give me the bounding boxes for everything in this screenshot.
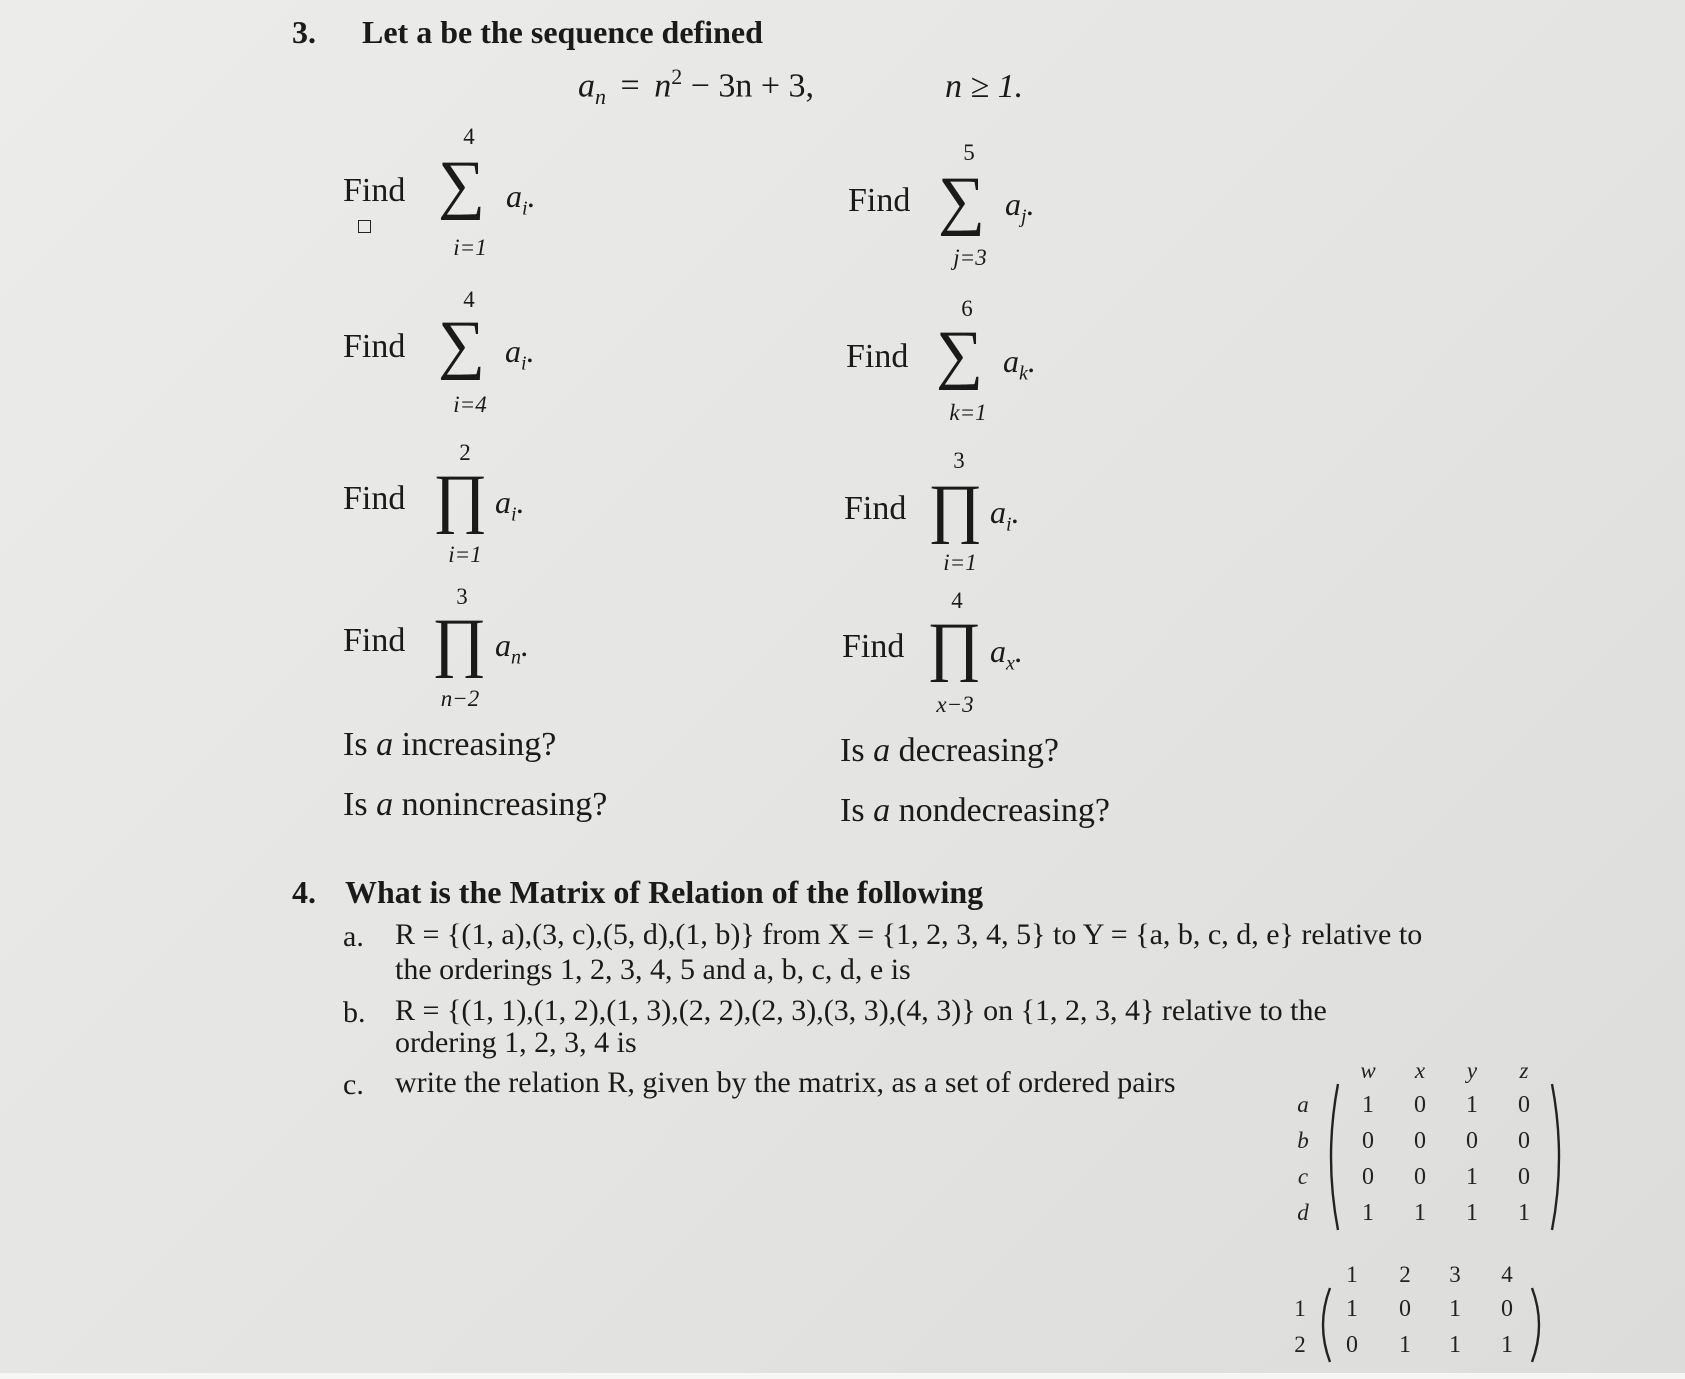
matrix-cell: 0 [1362, 1128, 1374, 1154]
find-label: Find [343, 480, 406, 517]
term-sub: i [521, 352, 527, 375]
matrix-cell: 1 [1518, 1200, 1530, 1226]
q-is: Is [343, 726, 368, 763]
matrix-cell: 0 [1518, 1092, 1530, 1118]
matrix-left-paren [1323, 1288, 1330, 1362]
prod-upper: 3 [953, 448, 965, 473]
matrix-cell: 1 [1449, 1332, 1461, 1358]
matrix-col-label: y [1466, 1058, 1478, 1083]
matrix-cell: 0 [1518, 1128, 1530, 1154]
prod-symbol: ∏ [928, 472, 983, 545]
q-a: a [873, 792, 891, 829]
q-word: nondecreasing? [898, 792, 1111, 829]
formula-exp: 2 [671, 64, 683, 89]
find-label: Find [343, 172, 406, 209]
find-label: Find [846, 338, 909, 375]
find-label: Find [848, 182, 911, 219]
term-sub: i [522, 197, 528, 220]
sum-symbol: ∑ [936, 318, 984, 391]
term-var: a [1005, 186, 1021, 222]
term-tail: . [526, 333, 535, 369]
q3-number: 3. [292, 14, 316, 50]
q4c-line1: write the relation R, given by the matrix, as a set of ordered pairs [395, 1066, 1176, 1099]
q-a: a [873, 732, 891, 769]
term-tail: . [521, 627, 529, 663]
matrix-col-label: 1 [1346, 1262, 1358, 1287]
prod-lower: i=1 [448, 542, 482, 567]
formula-rest: − 3n + 3, [690, 67, 815, 105]
q-is: Is [343, 786, 368, 823]
term-tail: . [1027, 343, 1036, 379]
matrix-left-paren [1331, 1084, 1338, 1230]
term-tail: . [1026, 186, 1035, 222]
q4a-line2: the orderings 1, 2, 3, 4, 5 and a, b, c, d, e is [395, 953, 911, 986]
matrix-cell: 1 [1362, 1092, 1374, 1118]
prod-upper: 3 [456, 584, 468, 609]
matrix-cell: 1 [1346, 1296, 1358, 1322]
matrix-row-label: d [1297, 1200, 1309, 1225]
matrix-row-label: 2 [1294, 1332, 1306, 1357]
matrix-cell: 0 [1399, 1296, 1411, 1322]
sum-symbol: ∑ [438, 148, 486, 221]
term-var: a [990, 633, 1006, 669]
matrix-cell: 0 [1346, 1332, 1358, 1358]
sum-lower: i=4 [453, 392, 487, 417]
matrix-cell: 1 [1362, 1200, 1374, 1226]
term-var: a [495, 627, 511, 663]
term-var: a [506, 178, 522, 214]
q-word: nonincreasing? [401, 786, 608, 823]
sum-lower: j=3 [953, 245, 987, 270]
find-label: Find [343, 328, 406, 365]
matrix-cell: 1 [1466, 1092, 1478, 1118]
matrix-row-label: c [1297, 1164, 1309, 1189]
term-sub: i [1006, 513, 1012, 536]
q-a: a [376, 726, 394, 763]
prod-lower: x−3 [936, 692, 974, 717]
sum-lower: k=1 [949, 400, 987, 425]
term-sub: i [511, 503, 517, 526]
prod-lower: i=1 [943, 550, 977, 575]
matrix-col-label: 3 [1449, 1262, 1461, 1287]
prod-lower: n−2 [440, 686, 480, 711]
term-var: a [505, 333, 521, 369]
page-edge [0, 1373, 1685, 1379]
term-tail: . [527, 178, 536, 214]
matrix-cell: 1 [1501, 1332, 1513, 1358]
matrix-col-label: x [1414, 1058, 1426, 1083]
term-tail: . [516, 484, 525, 520]
matrix-cell: 0 [1414, 1164, 1426, 1190]
matrix-cell: 0 [1501, 1296, 1513, 1322]
matrix-cell: 0 [1362, 1164, 1374, 1190]
matrix-cell: 0 [1518, 1164, 1530, 1190]
q4b-label: b. [343, 996, 366, 1029]
term-var: a [495, 484, 511, 520]
term-sub: k [1019, 362, 1028, 385]
matrix-1 [1297, 1058, 1559, 1230]
q-word: decreasing? [898, 732, 1060, 769]
term-sub: j [1021, 205, 1027, 228]
q4a-label: a. [343, 920, 364, 953]
matrix-col-label: w [1360, 1058, 1376, 1083]
matrix-cell: 0 [1466, 1128, 1478, 1154]
q-is: Is [840, 732, 865, 769]
q4a-line1: R = {(1, a),(3, c),(5, d),(1, b)} from X = {1, 2, 3, 4, 5} to Y = {a, b, c, d, e} relative to [395, 918, 1423, 951]
matrix-right-paren [1552, 1084, 1559, 1230]
q4b-line1: R = {(1, 1),(1, 2),(1, 3),(2, 2),(2, 3),(3, 3),(4, 3)} on {1, 2, 3, 4} relative to the [395, 994, 1327, 1027]
matrix-cell: 0 [1414, 1092, 1426, 1118]
q4c-label: c. [343, 1068, 364, 1101]
q4-number: 4. [292, 874, 316, 910]
prod-symbol: ∏ [433, 462, 488, 535]
q-a: a [376, 786, 394, 823]
prod-upper: 4 [951, 588, 963, 613]
find-label: Find [844, 490, 907, 527]
matrix-right-paren [1532, 1288, 1539, 1362]
matrix-col-label: 2 [1399, 1262, 1411, 1287]
matrix-cell: 1 [1449, 1296, 1461, 1322]
matrix-2 [1294, 1262, 1539, 1362]
formula-lhs-sub: n [595, 84, 606, 110]
matrix-col-label: 4 [1501, 1262, 1513, 1287]
sum-symbol: ∑ [438, 308, 486, 381]
matrix-row-label: a [1297, 1092, 1309, 1117]
term-sub: n [511, 646, 521, 669]
term-tail: . [1014, 633, 1023, 669]
sum-upper: 4 [463, 124, 475, 149]
formula-lhs: a [578, 67, 595, 105]
prod-symbol: ∏ [927, 610, 982, 683]
matrix-cell: 0 [1414, 1128, 1426, 1154]
find-label: Find [842, 628, 905, 665]
sum-upper: 5 [963, 140, 975, 165]
term-var: a [1003, 343, 1019, 379]
sum-upper: 6 [961, 296, 973, 321]
formula-condition: n ≥ 1. [945, 68, 1024, 105]
formula-eq: = [620, 67, 640, 105]
matrix-row-label: 1 [1294, 1296, 1306, 1321]
matrix-col-label: z [1519, 1058, 1529, 1083]
term-var: a [990, 494, 1006, 530]
formula-n: n [654, 67, 672, 105]
matrix-cell: 1 [1466, 1200, 1478, 1226]
matrix-cell: 1 [1466, 1164, 1478, 1190]
prod-upper: 2 [459, 440, 471, 465]
q4-title: What is the Matrix of Relation of the following [345, 874, 984, 910]
find-label: Find [343, 622, 406, 659]
term-tail: . [1011, 494, 1020, 530]
q3-title: Let a be the sequence defined [362, 14, 763, 50]
q-is: Is [840, 792, 865, 829]
matrix-cell: 1 [1414, 1200, 1426, 1226]
q4b-line2: ordering 1, 2, 3, 4 is [395, 1026, 637, 1059]
prod-symbol: ∏ [432, 606, 487, 679]
matrix-cell: 1 [1399, 1332, 1411, 1358]
sum-symbol: ∑ [938, 164, 986, 237]
q-word: increasing? [401, 726, 557, 763]
sum-lower: i=1 [453, 235, 487, 260]
term-sub: x [1006, 652, 1015, 675]
matrix-row-label: b [1297, 1128, 1309, 1153]
sum-upper: 4 [463, 287, 475, 312]
